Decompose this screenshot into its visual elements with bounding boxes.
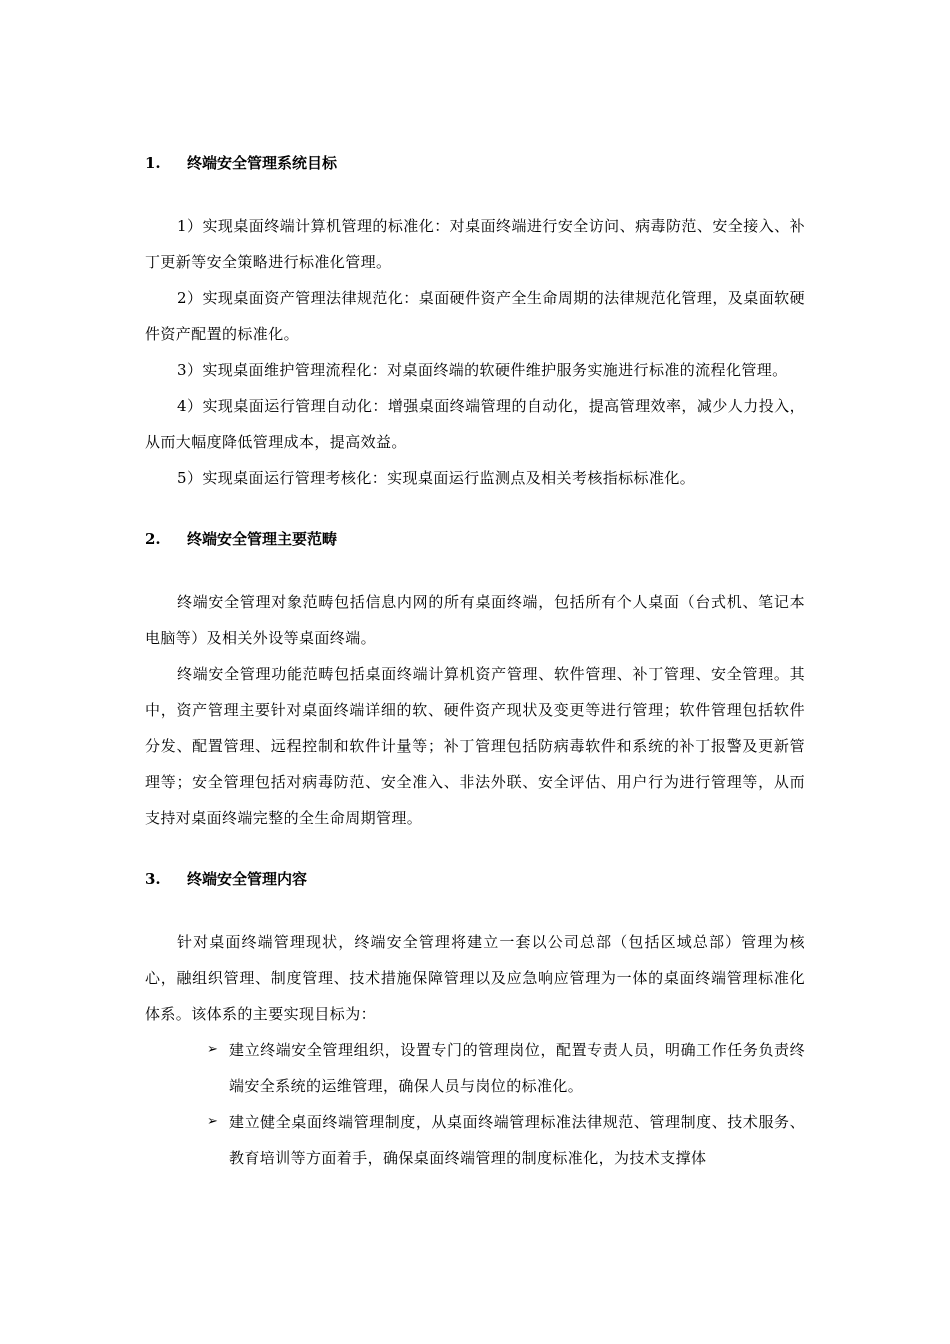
section-1-title: 终端安全管理系统目标	[187, 154, 338, 172]
section-3-number: 3.	[145, 870, 161, 888]
section-2-title: 终端安全管理主要范畴	[187, 530, 338, 548]
list-item	[207, 1104, 805, 1176]
section-3-title: 终端安全管理内容	[187, 870, 308, 888]
section-2-heading	[145, 524, 805, 554]
section-3-heading	[145, 864, 805, 894]
arrow-bullet-icon: ➢	[207, 1042, 219, 1057]
section-2-paragraph-2: 终端安全管理功能范畴包括桌面终端计算机资产管理、软件管理、补丁管理、安全管理。其中，资产管理主要针对桌面终端详细的软、硬件资产现状及变更等进行管理；软件管理包括软件分发、配置管理、远程控制和软件计量等；补丁管理包括防病毒软件和系统的补丁报警及更新管理等；安全管理包括对病毒防范、安全准入、非法外联、安全评估、用户行为进行管理等，从而支持对桌面终端完整的全生命周期管理。	[145, 665, 805, 827]
list-item	[207, 1032, 805, 1104]
section-3-bullet-list	[145, 1032, 805, 1176]
section-2-paragraph-1: 终端安全管理对象范畴包括信息内网的所有桌面终端，包括所有个人桌面（台式机、笔记本电脑等）及相关外设等桌面终端。	[145, 593, 805, 647]
section-2-number: 2.	[145, 530, 161, 548]
section-3-paragraph-1: 针对桌面终端管理现状，终端安全管理将建立一套以公司总部（包括区域总部）管理为核心，融组织管理、制度管理、技术措施保障管理以及应急响应管理为一体的桌面终端管理标准化体系。该体系的主要实现目标为：	[145, 933, 805, 1023]
document-body	[145, 148, 805, 1176]
section-1-heading	[145, 148, 805, 178]
section-1-number: 1.	[145, 154, 161, 172]
section-1-paragraph-1: 1）实现桌面终端计算机管理的标准化：对桌面终端进行安全访问、病毒防范、安全接入、补丁更新等安全策略进行标准化管理。	[145, 217, 805, 271]
section-1-paragraph-3: 3）实现桌面维护管理流程化：对桌面终端的软硬件维护服务实施进行标准的流程化管理。	[177, 361, 788, 379]
section-1-paragraph-4: 4）实现桌面运行管理自动化：增强桌面终端管理的自动化，提高管理效率，减少人力投入，从而大幅度降低管理成本，提高效益。	[145, 397, 805, 451]
list-item-text: 建立健全桌面终端管理制度，从桌面终端管理标准法律规范、管理制度、技术服务、教育培训等方面着手，确保桌面终端管理的制度标准化，为技术支撑体	[229, 1113, 805, 1167]
section-1-paragraph-5: 5）实现桌面运行管理考核化：实现桌面运行监测点及相关考核指标标准化。	[177, 469, 696, 487]
list-item-text: 建立终端安全管理组织，设置专门的管理岗位，配置专责人员，明确工作任务负责终端安全系统的运维管理，确保人员与岗位的标准化。	[229, 1041, 805, 1095]
arrow-bullet-icon: ➢	[207, 1114, 219, 1129]
section-1-paragraph-2: 2）实现桌面资产管理法律规范化：桌面硬件资产全生命周期的法律规范化管理，及桌面软硬件资产配置的标准化。	[145, 289, 805, 343]
